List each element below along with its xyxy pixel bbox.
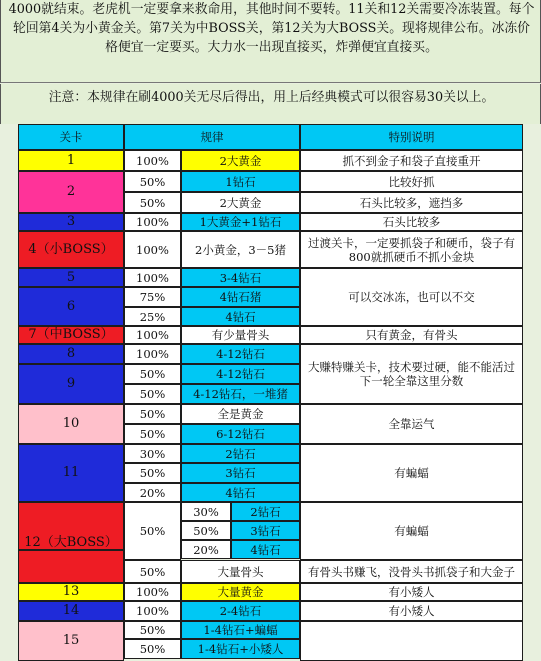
rule-l12-sub-1: 2钻石 [231, 502, 300, 521]
note-5: 过渡关卡，一定要抓袋子和硬币，袋子有800就抓硬币不抓小金块 [300, 231, 523, 268]
level-4: 4（小BOSS） [18, 231, 124, 268]
level-12-spacer [18, 549, 124, 551]
pct-r9: 100% [124, 326, 181, 344]
pct-r8: 25% [124, 307, 181, 326]
note-14: 有小矮人 [300, 601, 523, 621]
level-7: 7（中BOSS） [18, 326, 124, 344]
level-3: 3 [18, 213, 124, 231]
rule-l12-sub-2: 3钻石 [231, 521, 300, 540]
rules-table [18, 124, 523, 656]
rule-r13: 全是黄金 [181, 404, 300, 424]
pct-l12-sub-3: 20% [181, 540, 231, 559]
rule-r14: 6-12钻石 [181, 424, 300, 444]
rule-r4: 1大黄金+1钻石 [181, 213, 300, 231]
rule-r11: 4-12钻石 [181, 364, 300, 384]
pct-r19: 100% [124, 583, 181, 601]
pct-r3: 50% [124, 192, 181, 213]
level-10: 10 [18, 404, 124, 444]
level-11: 11 [18, 444, 124, 502]
note-block [0, 84, 541, 124]
rule-r6: 3-4钻石 [181, 268, 300, 287]
pct-r14: 50% [124, 424, 181, 444]
intro-text: 4000就结束。老虎机一定要拿来救命用，其他时间不要转。11关和12关需要冷冻装置。每个轮回第4关为小黄金关。第7关为中BOSS关，第12关为大BOSS关。现将规律公布。冰冻价格便宜一定要买。大力水一出现直接买，炸弹便宜直接买。 [8, 2, 535, 55]
header-rule: 规律 [124, 124, 300, 150]
level-5: 5 [18, 268, 124, 287]
note-12: 有骨头书赚飞，没骨头书抓袋子和大金子 [300, 560, 523, 583]
level-12: 12（大BOSS） [18, 502, 124, 583]
pct-l12-sub-1: 30% [181, 502, 231, 521]
pct-r5: 100% [124, 231, 181, 268]
note-4: 石头比较多 [300, 213, 523, 231]
pct-r7: 75% [124, 287, 181, 307]
note-11: 有蝙蝠 [300, 502, 523, 560]
rule-r7: 4钻石猪 [181, 287, 300, 307]
level-14: 14 [18, 601, 124, 621]
rule-r1: 2大黄金 [181, 150, 300, 171]
note-13: 有小矮人 [300, 583, 523, 601]
note-9: 全靠运气 [300, 404, 523, 444]
rule-r15: 2钻石 [181, 444, 300, 463]
pct-r18: 50% [124, 560, 181, 583]
intro-block [0, 0, 541, 83]
note-2: 比较好抓 [300, 171, 523, 192]
pct-r2: 50% [124, 171, 181, 192]
rule-r16: 3钻石 [181, 463, 300, 483]
rule-r5: 2小黄金，3－5猪 [181, 231, 300, 268]
note-text: 注意：本规律在刷4000关无尽后得出，用上后经典模式可以很容易30关以上。 [48, 90, 495, 105]
rule-r8: 4钻石 [181, 307, 300, 326]
rule-r17: 4钻石 [181, 483, 300, 502]
pct-r11: 50% [124, 364, 181, 384]
rule-l12-sub-3: 4钻石 [231, 540, 300, 559]
level-15: 15 [18, 621, 124, 661]
pct-l12-group: 50% [124, 502, 181, 560]
pct-l12-sub-2: 50% [181, 521, 231, 540]
note-10: 有蝙蝠 [300, 444, 523, 502]
header-level: 关卡 [18, 124, 124, 150]
rule-r18: 大量骨头 [181, 560, 300, 583]
pct-r15: 30% [124, 444, 181, 463]
note-15 [300, 621, 523, 661]
pct-r16: 50% [124, 463, 181, 483]
level-9: 9 [18, 364, 124, 404]
rule-r10: 4-12钻石 [181, 344, 300, 364]
pct-r6: 100% [124, 268, 181, 287]
rule-r21: 1-4钻石+蝙蝠 [181, 621, 300, 639]
pct-r13: 50% [124, 404, 181, 424]
rule-r20: 2-4钻石 [181, 601, 300, 621]
rule-r9: 有少量骨头 [181, 326, 300, 344]
rule-r12: 4-12钻石，一堆猪 [181, 384, 300, 404]
level-2: 2 [18, 171, 124, 213]
rule-r3: 2大黄金 [181, 192, 300, 213]
header-note: 特别说明 [300, 124, 523, 150]
note-3: 石头比较多，遮挡多 [300, 192, 523, 213]
level-13: 13 [18, 583, 124, 601]
pct-r22: 50% [124, 639, 181, 659]
level-6: 6 [18, 287, 124, 326]
pct-r20: 100% [124, 601, 181, 621]
level-1: 1 [18, 150, 124, 171]
rule-r2: 1钻石 [181, 171, 300, 192]
pct-r17: 20% [124, 483, 181, 502]
rule-r22: 1-4钻石+小矮人 [181, 639, 300, 659]
note-1: 抓不到金子和袋子直接重开 [300, 150, 523, 171]
level-8: 8 [18, 344, 124, 364]
note-6: 可以交冰冻，也可以不交 [300, 268, 523, 326]
note-7: 只有黄金，有骨头 [300, 326, 523, 344]
pct-r12: 50% [124, 384, 181, 404]
pct-r1: 100% [124, 150, 181, 171]
rule-r19: 大量黄金 [181, 583, 300, 601]
pct-r10: 100% [124, 344, 181, 364]
pct-r4: 100% [124, 213, 181, 231]
note-8: 大赚特赚关卡，技术要过硬，能不能活过下一轮全靠这里分数 [300, 344, 523, 404]
pct-r21: 50% [124, 621, 181, 639]
